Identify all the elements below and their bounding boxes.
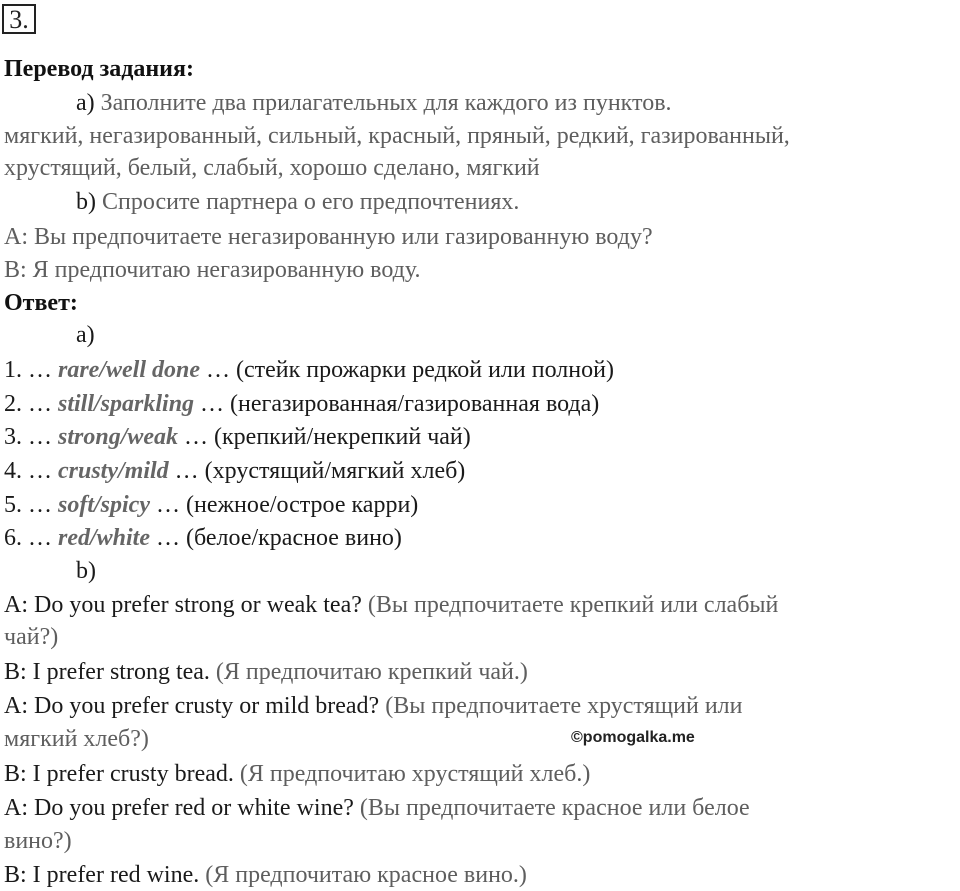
answer-item-answer: soft/spicy [58, 492, 150, 518]
answer-item [4, 523, 402, 553]
dialogue-russian: (Вы предпочитаете красное или белое [359, 795, 750, 821]
word-list-line-2: хрустящий, белый, слабый, хорошо сделано, мягкий [4, 155, 540, 181]
example-line-a: A: Вы предпочитаете негазированную или газированную воду? [4, 224, 653, 250]
dialogue-english: B: I prefer red wine. [4, 862, 200, 888]
answer-item-rest: … (стейк прожарки редкой или полной) [206, 357, 614, 383]
dialogue-line [4, 657, 528, 687]
answer-item-answer: still/sparkling [58, 391, 195, 417]
dialogue-english: A: Do you prefer strong or weak tea? [4, 592, 362, 618]
part-b-instruction: Спросите партнера о его предпочтениях. [102, 189, 520, 215]
dialogue-russian: (Вы предпочитаете крепкий или слабый [367, 592, 779, 618]
dialogue-line [4, 590, 778, 620]
task-number-box: 3. [2, 4, 36, 34]
answer-item-number: 5. … [4, 492, 52, 518]
answer-item-answer: rare/well done [58, 357, 200, 383]
dialogue-russian: мягкий хлеб?) [4, 726, 149, 752]
part-a-instruction: Заполните два прилагательных для каждого из пунктов. [100, 90, 672, 116]
answer-item-number: 6. … [4, 525, 52, 551]
dialogue-line [4, 860, 527, 890]
translation-heading: Перевод задания: [4, 56, 194, 82]
translation-part-a [76, 88, 672, 118]
part-a-label: a) [76, 90, 95, 116]
answer-item-number: 1. … [4, 357, 52, 383]
dialogue-russian: (Я предпочитаю красное вино.) [205, 862, 527, 888]
dialogue-english: A: Do you prefer crusty or mild bread? [4, 693, 380, 719]
answer-item-answer: strong/weak [58, 424, 179, 450]
answer-item [4, 456, 465, 486]
answer-item-rest: … (негазированная/газированная вода) [200, 391, 600, 417]
answer-item [4, 422, 471, 452]
answer-part-b-label: b) [76, 558, 96, 584]
translation-part-b [76, 187, 519, 217]
dialogue-russian: чай?) [4, 624, 59, 650]
dialogue-line [4, 724, 149, 754]
dialogue-line [4, 622, 58, 652]
dialogue-line [4, 759, 590, 789]
dialogue-line [4, 826, 72, 856]
answer-item-rest: … (крепкий/некрепкий чай) [184, 424, 471, 450]
answer-item-answer: crusty/mild [58, 458, 169, 484]
answer-item [4, 490, 418, 520]
answer-item [4, 389, 599, 419]
answer-item-number: 3. … [4, 424, 52, 450]
dialogue-english: A: Do you prefer red or white wine? [4, 795, 354, 821]
answer-item-answer: red/white [58, 525, 151, 551]
answer-item-rest: … (нежное/острое карри) [155, 492, 419, 518]
dialogue-english: B: I prefer crusty bread. [4, 761, 234, 787]
dialogue-russian: (Я предпочитаю хрустящий хлеб.) [239, 761, 591, 787]
answer-item [4, 355, 614, 385]
answer-item-number: 4. … [4, 458, 52, 484]
dialogue-english: B: I prefer strong tea. [4, 659, 210, 685]
answer-part-a-label: a) [76, 322, 95, 348]
answer-item-rest: … (белое/красное вино) [156, 525, 402, 551]
part-b-label: b) [76, 189, 96, 215]
answer-item-number: 2. … [4, 391, 52, 417]
watermark: ©pomogalka.me [571, 729, 695, 746]
dialogue-line [4, 793, 750, 823]
word-list-line-1: мягкий, негазированный, сильный, красный, пряный, редкий, газированный, [4, 123, 790, 149]
dialogue-russian: вино?) [4, 828, 72, 854]
answer-item-rest: … (хрустящий/мягкий хлеб) [174, 458, 466, 484]
example-line-b: B: Я предпочитаю негазированную воду. [4, 257, 421, 283]
dialogue-russian: (Я предпочитаю крепкий чай.) [215, 659, 528, 685]
dialogue-russian: (Вы предпочитаете хрустящий или [385, 693, 743, 719]
answer-heading: Ответ: [4, 290, 78, 316]
dialogue-line [4, 691, 742, 721]
